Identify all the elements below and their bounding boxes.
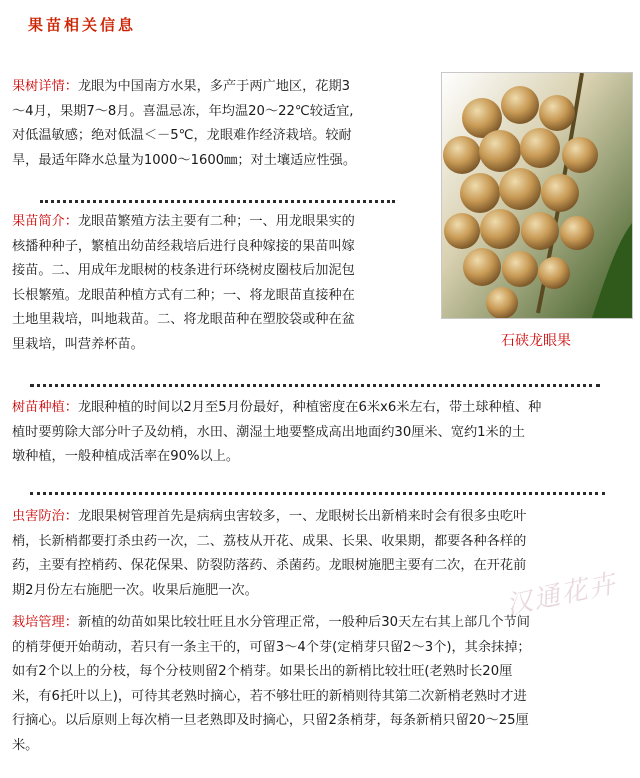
- section-label: 栽培管理：: [12, 615, 78, 630]
- text-line: 新植的幼苗如果比较壮旺且水分管理正常，一般种后30天左右其上部几个节间: [77, 615, 530, 630]
- text-line: 对低温敏感；绝对低温＜－5℃，龙眼难作经济栽培。较耐: [12, 128, 352, 143]
- text-line: 接苗。二、用成年龙眼树的枝条进行环绕树皮圈枝后加泥包: [12, 263, 355, 278]
- text-line: 的梢芽便开始萌动，若只有一条主干的，可留3～4个芽(定梢芽只留2～3个)，其余抹掉；: [12, 639, 531, 655]
- text-line: 龙眼果树管理首先是病病虫害较多，一、龙眼树长出新梢来时会有很多虫吃叶: [77, 509, 527, 524]
- section-label: 果苗简介：: [12, 214, 78, 229]
- longan-photo: [441, 72, 633, 319]
- section-label: 虫害防治：: [12, 509, 78, 524]
- text-line: 土地里栽培，叫地栽苗。二、将龙眼苗种在塑胶袋或种在盆: [12, 312, 355, 327]
- text-line: 核播种种子，繁植出幼苗经栽培后进行良种嫁接的果苗叫嫁: [12, 238, 355, 254]
- section-fruit-tree-details: [12, 75, 437, 173]
- section-seedling-intro: [12, 210, 437, 357]
- text-line: ～4月，果期7～8月。喜温忌冻，年均温20～22℃较适宜,: [12, 103, 354, 119]
- text-line: 里栽培，叫营养杯苗。: [12, 336, 144, 352]
- photo-caption: 石硖龙眼果: [501, 333, 571, 349]
- dotted-divider: [30, 492, 605, 495]
- text-line: 药，主要有控梢药、保花保果、防裂防落药、杀菌药。龙眼树施肥主要有二次，在开花前: [12, 558, 527, 573]
- text-line: 龙眼为中国南方水果，多产于两广地区，花期3: [77, 79, 351, 94]
- text-line: 期2月份左右施肥一次。收果后施肥一次。: [12, 582, 258, 598]
- section-planting: [12, 396, 634, 470]
- text-line: 米，有6托叶以上)，可待其老熟时摘心，若不够壮旺的新梢则待其第二次新梢老熟时才进: [12, 688, 527, 704]
- page-title: 果苗相关信息: [28, 16, 137, 34]
- text-line: 龙眼苗繁殖方法主要有二种；一、用龙眼果实的: [77, 214, 355, 229]
- text-line: 龙眼种植的时间以2月至5月份最好，种植密度在6米x6米左右，带土球种植、种: [77, 400, 542, 415]
- longan-fruit-image: [442, 73, 632, 318]
- text-line: 行摘心。以后原则上每次梢一旦老熟即及时摘心，只留2条梢芽，每条新梢只留20～25厘: [12, 713, 529, 728]
- text-line: 如有2个以上的分枝，每个分枝则留2个梢芽。如果长出的新梢比较壮旺(老熟时长20厘: [12, 664, 513, 679]
- watermark-logo: 汉通花卉: [503, 568, 620, 622]
- text-line: 植时要剪除大部分叶子及幼梢，水田、潮湿土地要整成高出地面约30厘米、宽约1米的土: [12, 424, 526, 440]
- text-line: 墩种植，一般种植成活率在90%以上。: [12, 449, 240, 464]
- dotted-divider: [40, 200, 395, 203]
- section-label: 果树详情：: [12, 79, 78, 94]
- text-line: 梢，长新梢都要打杀虫药一次，二、荔枝从开花、成果、长果、收果期，都要各种各样的: [12, 533, 527, 549]
- section-label: 树苗种植：: [12, 400, 78, 415]
- dotted-divider: [30, 384, 600, 387]
- section-cultivation: [12, 611, 634, 758]
- text-line: 米。: [12, 737, 39, 753]
- text-line: 长根繁殖。龙眼苗种植方式有二种；一、将龙眼苗直接种在: [12, 287, 355, 303]
- text-line: 旱，最适年降水总量为1000～1600㎜；对土壤适应性强。: [12, 152, 357, 168]
